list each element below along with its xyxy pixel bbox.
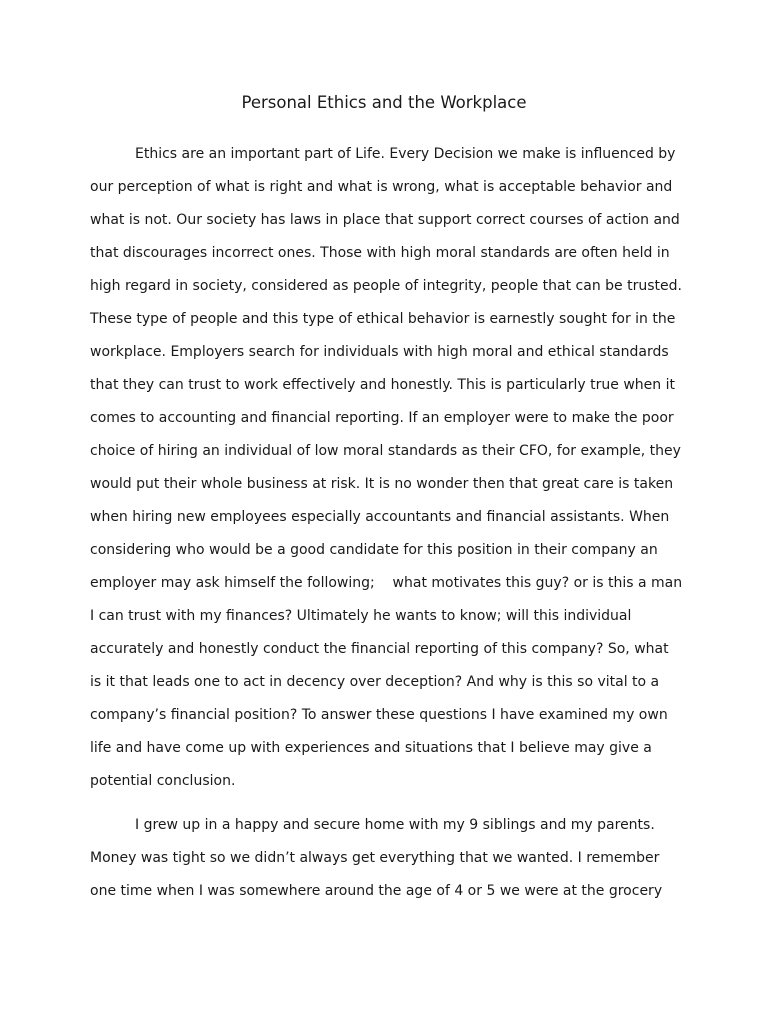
- text-line: considering who would be a good candidate for this position in their company an: [90, 542, 658, 558]
- text-line: life and have come up with experiences and situations that I believe may give a: [90, 740, 652, 756]
- text-line: comes to accounting and financial reporting. If an employer were to make the poor: [90, 410, 674, 426]
- text-line: what is not. Our society has laws in place that support correct courses of action and: [90, 212, 680, 228]
- text-line: potential conclusion.: [90, 773, 236, 789]
- text-line: that they can trust to work effectively and honestly. This is particularly true when it: [90, 377, 675, 393]
- text-line: Ethics are an important part of Life. Every Decision we make is influenced by: [135, 146, 676, 162]
- text-line: I grew up in a happy and secure home with my 9 siblings and my parents.: [135, 817, 655, 833]
- text-line: workplace. Employers search for individuals with high moral and ethical standards: [90, 344, 669, 360]
- text-line: company’s financial position? To answer these questions I have examined my own: [90, 707, 668, 723]
- text-line: that discourages incorrect ones. Those with high moral standards are often held in: [90, 245, 670, 261]
- document-title: Personal Ethics and the Workplace: [241, 93, 527, 112]
- text-line: Money was tight so we didn’t always get everything that we wanted. I remember: [90, 850, 660, 866]
- text-line: choice of hiring an individual of low moral standards as their CFO, for example, they: [90, 443, 681, 459]
- text-line: high regard in society, considered as people of integrity, people that can be trusted.: [90, 278, 682, 294]
- text-line: I can trust with my finances? Ultimately he wants to know; will this individual: [90, 608, 632, 624]
- text-line: would put their whole business at risk. It is no wonder then that great care is taken: [90, 476, 674, 492]
- text-line: our perception of what is right and what is wrong, what is acceptable behavior and: [90, 179, 673, 195]
- paragraph-2: [90, 814, 690, 913]
- text-line: These type of people and this type of ethical behavior is earnestly sought for in the: [90, 311, 676, 327]
- text-line: employer may ask himself the following; what motivates this guy? or is this a man: [90, 575, 683, 591]
- text-line: one time when I was somewhere around the age of 4 or 5 we were at the grocery: [90, 883, 663, 899]
- text-line: accurately and honestly conduct the financial reporting of this company? So, what: [90, 641, 669, 657]
- text-line: when hiring new employees especially accountants and financial assistants. When: [90, 509, 670, 525]
- text-line: is it that leads one to act in decency over deception? And why is this so vital to a: [90, 674, 660, 690]
- paragraph-1: [90, 143, 690, 803]
